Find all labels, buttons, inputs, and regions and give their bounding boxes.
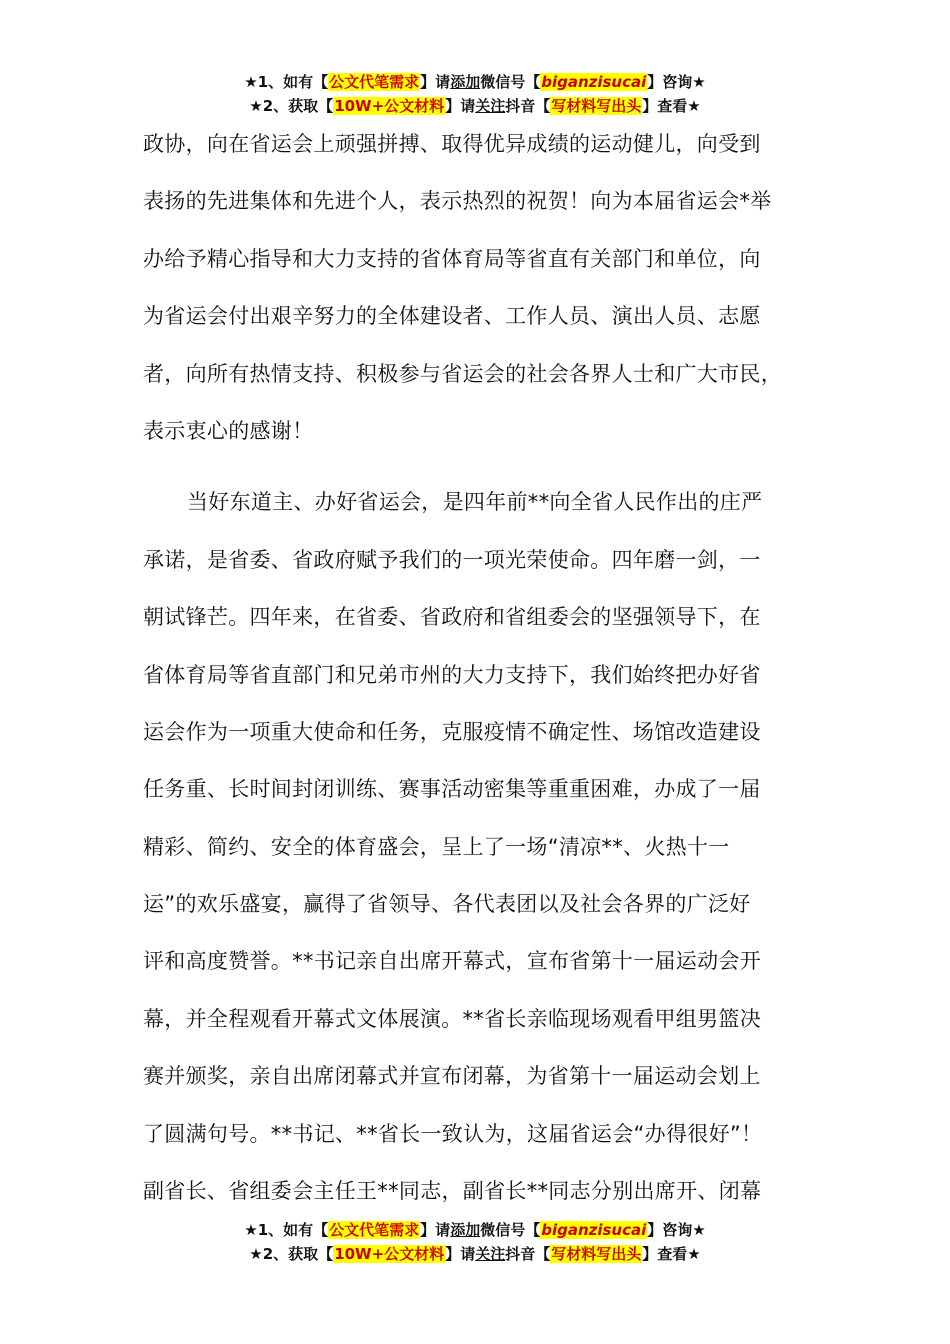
banner-highlight: 公文代笔需求: [329, 1221, 420, 1239]
text-line: 承诺，是省委、省政府赋予我们的一项光荣使命。四年磨一剑，一: [143, 547, 761, 572]
banner-text: 】请: [445, 1245, 476, 1263]
text-line: 运”的欢乐盛宴，赢得了省领导、各代表团以及社会各界的广泛好: [143, 892, 751, 917]
text-line: 评和高度赞誉。**书记亲自出席开幕式，宣布省第十一届运动会开: [143, 949, 761, 974]
banner-highlight: 写材料写出头: [551, 97, 642, 115]
text-line: 幕，并全程观看开幕式文体展演。**省长亲临现场观看甲组男篮决: [143, 1006, 761, 1031]
banner-text: 】查看★: [642, 1245, 701, 1263]
banner-highlight: 写材料写出头: [551, 1245, 642, 1263]
banner-text: 】请: [420, 73, 451, 91]
text-line: 政协，向在省运会上顽强拼搏、取得优异成绩的运动健儿，向受到: [143, 132, 761, 156]
banner-highlight: 10W+公文材料: [334, 97, 445, 115]
banner-line-2: [0, 94, 950, 118]
banner-text: 抖音【: [505, 1245, 551, 1263]
text-line: 表示衷心的感谢！: [143, 418, 314, 443]
banner-text: ★2、获取【: [249, 97, 334, 115]
paragraph-2: [143, 474, 831, 1220]
banner-text: 】请: [420, 1221, 451, 1239]
text-line: 省体育局等省直部门和兄弟市州的大力支持下，我们始终把办好省: [143, 662, 761, 687]
banner-text: 】咨询★: [647, 1221, 706, 1239]
text-line: 任务重、长时间封闭训练、赛事活动密集等重重困难，办成了一届: [143, 777, 761, 802]
banner-highlight: 10W+公文材料: [334, 1245, 445, 1263]
banner-underline: 关注: [475, 1245, 506, 1263]
banner-text: ★1、如有【: [244, 73, 329, 91]
banner-text: 】请: [445, 97, 476, 115]
banner-underline: 关注: [475, 97, 506, 115]
banner-text: 】查看★: [642, 97, 701, 115]
banner-text: 抖音【: [505, 97, 551, 115]
text-line: 了圆满句号。**书记、**省长一致认为，这届省运会“办得很好”！: [143, 1121, 763, 1146]
banner-underline: 添加: [450, 73, 481, 91]
text-line: 办给予精心指导和大力支持的省体育局等省直有关部门和单位，向: [143, 246, 761, 271]
header-banner: [0, 70, 950, 118]
paragraph-1: [143, 116, 831, 460]
banner-text: 微信号【: [480, 1221, 541, 1239]
banner-highlight: biganzisucai: [541, 1221, 647, 1239]
banner-text: ★1、如有【: [244, 1221, 329, 1239]
banner-text: ★2、获取【: [249, 1245, 334, 1263]
banner-text: 微信号【: [480, 73, 541, 91]
text-line: 为省运会付出艰辛努力的全体建设者、工作人员、演出人员、志愿: [143, 304, 761, 329]
text-line: 者，向所有热情支持、积极参与省运会的社会各界人士和广大市民，: [143, 361, 782, 386]
text-line: 精彩、简约、安全的体育盛会，呈上了一场“清凉**、火热十一: [143, 834, 730, 859]
banner-highlight: 公文代笔需求: [329, 73, 420, 91]
text-line: 表扬的先进集体和先进个人，表示热烈的祝贺！向为本届省运会*举: [143, 189, 772, 214]
paragraph-gap: [143, 460, 831, 474]
banner-underline: 添加: [450, 1221, 481, 1239]
text-line: 副省长、省组委会主任王**同志，副省长**同志分别出席开、闭幕: [143, 1179, 762, 1204]
text-line: 赛并颁奖，亲自出席闭幕式并宣布闭幕，为省第十一届运动会划上: [143, 1064, 761, 1089]
text-line: 朝试锋芒。四年来，在省委、省政府和省组委会的坚强领导下，在: [143, 605, 761, 630]
banner-line-1: [0, 1218, 950, 1242]
footer-banner: [0, 1218, 950, 1266]
banner-highlight: biganzisucai: [541, 73, 647, 91]
text-line: 当好东道主、办好省运会，是四年前**向全省人民作出的庄严: [187, 490, 763, 515]
banner-line-1: [0, 70, 950, 94]
banner-line-2: [0, 1242, 950, 1266]
text-line: 运会作为一项重大使命和任务，克服疫情不确定性、场馆改造建设: [143, 719, 761, 744]
document-body: [143, 116, 831, 1220]
banner-text: 】咨询★: [647, 73, 706, 91]
